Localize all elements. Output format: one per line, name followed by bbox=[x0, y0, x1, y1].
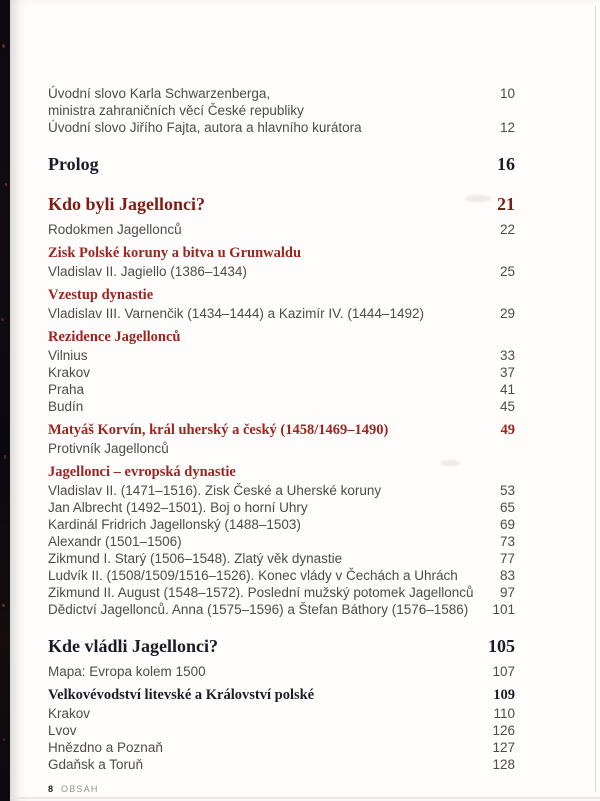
toc-row bbox=[48, 740, 515, 755]
toc-entry-page-number: 128 bbox=[492, 757, 515, 772]
spine-fleck bbox=[1, 318, 4, 321]
toc-entry-title: Prolog bbox=[48, 154, 99, 174]
toc-row bbox=[48, 103, 515, 118]
toc-entry-page-number: 69 bbox=[499, 517, 515, 532]
toc-entry-page-number: 110 bbox=[493, 706, 515, 721]
toc-row bbox=[48, 464, 515, 481]
toc-entry-page-number: 45 bbox=[499, 399, 515, 414]
spine-fleck bbox=[5, 183, 7, 186]
toc-entry-page-number: 37 bbox=[499, 365, 515, 380]
footer-page-number: 8 bbox=[48, 784, 54, 794]
toc-entry-page-number: 107 bbox=[492, 664, 515, 679]
page-bottom-edge bbox=[10, 797, 600, 799]
toc-row bbox=[48, 264, 515, 279]
toc-entry-page-number: 22 bbox=[499, 222, 515, 237]
toc-entry-title: Ludvík II. (1508/1509/1516–1526). Konec vlády v Čechách a Uhrách bbox=[48, 568, 458, 583]
page-footer bbox=[48, 784, 99, 794]
toc-entry-page-number: 21 bbox=[497, 194, 515, 214]
table-of-contents bbox=[48, 84, 515, 772]
toc-entry-page-number: 12 bbox=[499, 120, 515, 135]
toc-row bbox=[48, 706, 515, 721]
toc-entry-title: Úvodní slovo Jiřího Fajta, autora a hlavního kurátora bbox=[48, 120, 362, 135]
toc-entry-title: Kardinál Fridrich Jagellonský (1488–1503) bbox=[48, 517, 301, 532]
toc-entry-page-number: 25 bbox=[499, 264, 515, 279]
toc-entry-title: Kdo byli Jagellonci? bbox=[48, 194, 206, 214]
toc-entry-title: Vilnius bbox=[48, 348, 88, 363]
toc-row bbox=[48, 287, 515, 304]
toc-row bbox=[48, 399, 515, 414]
toc-row bbox=[48, 687, 515, 704]
toc-entry-page-number: 10 bbox=[499, 86, 515, 101]
toc-entry-page-number: 97 bbox=[499, 585, 515, 600]
toc-entry-title: Krakov bbox=[48, 706, 91, 721]
toc-entry-title: Zisk Polské koruny a bitva u Grunwaldu bbox=[48, 245, 302, 261]
page-right-edge bbox=[595, 6, 596, 791]
toc-entry-title: Úvodní slovo Karla Schwarzenberga, bbox=[48, 86, 271, 101]
footer-section-label: OBSAH bbox=[61, 784, 99, 794]
toc-entry-title: Rezidence Jagellonců bbox=[48, 329, 181, 345]
toc-row bbox=[48, 153, 515, 175]
toc-entry-title: Jan Albrecht (1492–1501). Boj o horní Uhry bbox=[48, 500, 308, 515]
toc-entry-title: Jagellonci – evropská dynastie bbox=[48, 464, 236, 480]
toc-entry-title: ministra zahraničních věcí České republiky bbox=[48, 103, 304, 118]
book-spine bbox=[0, 0, 10, 801]
toc-entry-page-number: 16 bbox=[497, 154, 515, 174]
toc-entry-page-number: 105 bbox=[488, 636, 515, 656]
toc-entry-title: Praha bbox=[48, 382, 85, 397]
toc-row bbox=[48, 422, 515, 439]
toc-entry-page-number: 126 bbox=[492, 723, 515, 738]
toc-row bbox=[48, 483, 515, 498]
toc-row bbox=[48, 635, 515, 657]
toc-entry-title: Zikmund II. August (1548–1572). Poslední mužský potomek Jagellonců bbox=[48, 585, 474, 600]
toc-row bbox=[48, 585, 515, 600]
toc-entry-title: Rodokmen Jagellonců bbox=[48, 222, 182, 237]
toc-entry-page-number: 65 bbox=[499, 500, 515, 515]
toc-row bbox=[48, 723, 515, 738]
toc-entry-title: Matyáš Korvín, král uherský a český (1458/1469–1490) bbox=[48, 422, 389, 438]
toc-row bbox=[48, 517, 515, 532]
toc-entry-page-number: 127 bbox=[492, 740, 515, 755]
toc-row bbox=[48, 568, 515, 583]
toc-entry-title: Krakov bbox=[48, 365, 91, 380]
toc-entry-title: Vladislav III. Varnenčik (1434–1444) a Kazimír IV. (1444–1492) bbox=[48, 306, 424, 321]
toc-row bbox=[48, 120, 515, 135]
spine-fleck bbox=[2, 44, 5, 48]
toc-entry-title: Gdaňsk a Toruň bbox=[48, 757, 144, 772]
toc-row bbox=[48, 306, 515, 321]
toc-row bbox=[48, 222, 515, 237]
toc-entry-title: Velkovévodství litevské a Království polské bbox=[48, 687, 315, 703]
spine-fleck bbox=[2, 604, 5, 607]
toc-row bbox=[48, 500, 515, 515]
toc-entry-page-number: 77 bbox=[499, 551, 515, 566]
toc-row bbox=[48, 602, 515, 617]
spine-fleck bbox=[3, 738, 5, 741]
toc-entry-title: Kde vládli Jagellonci? bbox=[48, 636, 219, 656]
toc-row bbox=[48, 757, 515, 772]
toc-row bbox=[48, 365, 515, 380]
toc-entry-page-number: 109 bbox=[493, 687, 515, 703]
toc-entry-title: Hnězdno a Poznaň bbox=[48, 740, 163, 755]
toc-row bbox=[48, 245, 515, 262]
toc-entry-title: Vzestup dynastie bbox=[48, 287, 154, 303]
toc-entry-title: Dědictví Jagellonců. Anna (1575–1596) a Štefan Báthory (1576–1586) bbox=[48, 602, 469, 617]
toc-entry-title: Budín bbox=[48, 399, 84, 414]
toc-entry-title: Zikmund I. Starý (1506–1548). Zlatý věk dynastie bbox=[48, 551, 343, 566]
toc-row bbox=[48, 86, 515, 101]
toc-row bbox=[48, 382, 515, 397]
spine-fleck bbox=[4, 455, 6, 459]
toc-entry-page-number: 33 bbox=[499, 348, 515, 363]
toc-row bbox=[48, 329, 515, 346]
toc-entry-title: Alexandr (1501–1506) bbox=[48, 534, 182, 549]
toc-entry-title: Protivník Jagellonců bbox=[48, 441, 169, 456]
toc-entry-page-number: 29 bbox=[499, 306, 515, 321]
toc-entry-page-number: 53 bbox=[499, 483, 515, 498]
toc-entry-title: Mapa: Evropa kolem 1500 bbox=[48, 664, 206, 679]
toc-entry-page-number: 73 bbox=[499, 534, 515, 549]
toc-entry-title: Vladislav II. Jagiello (1386–1434) bbox=[48, 264, 247, 279]
toc-row bbox=[48, 348, 515, 363]
toc-row bbox=[48, 193, 515, 215]
toc-row bbox=[48, 664, 515, 679]
toc-row bbox=[48, 441, 515, 456]
toc-entry-page-number: 49 bbox=[500, 422, 515, 438]
toc-entry-title: Vladislav II. (1471–1516). Zisk České a Uherské koruny bbox=[48, 483, 382, 498]
toc-entry-title: Lvov bbox=[48, 723, 77, 738]
toc-entry-page-number: 41 bbox=[499, 382, 515, 397]
toc-entry-page-number: 83 bbox=[499, 568, 515, 583]
toc-row bbox=[48, 551, 515, 566]
toc-entry-page-number: 101 bbox=[492, 602, 515, 617]
toc-row bbox=[48, 534, 515, 549]
